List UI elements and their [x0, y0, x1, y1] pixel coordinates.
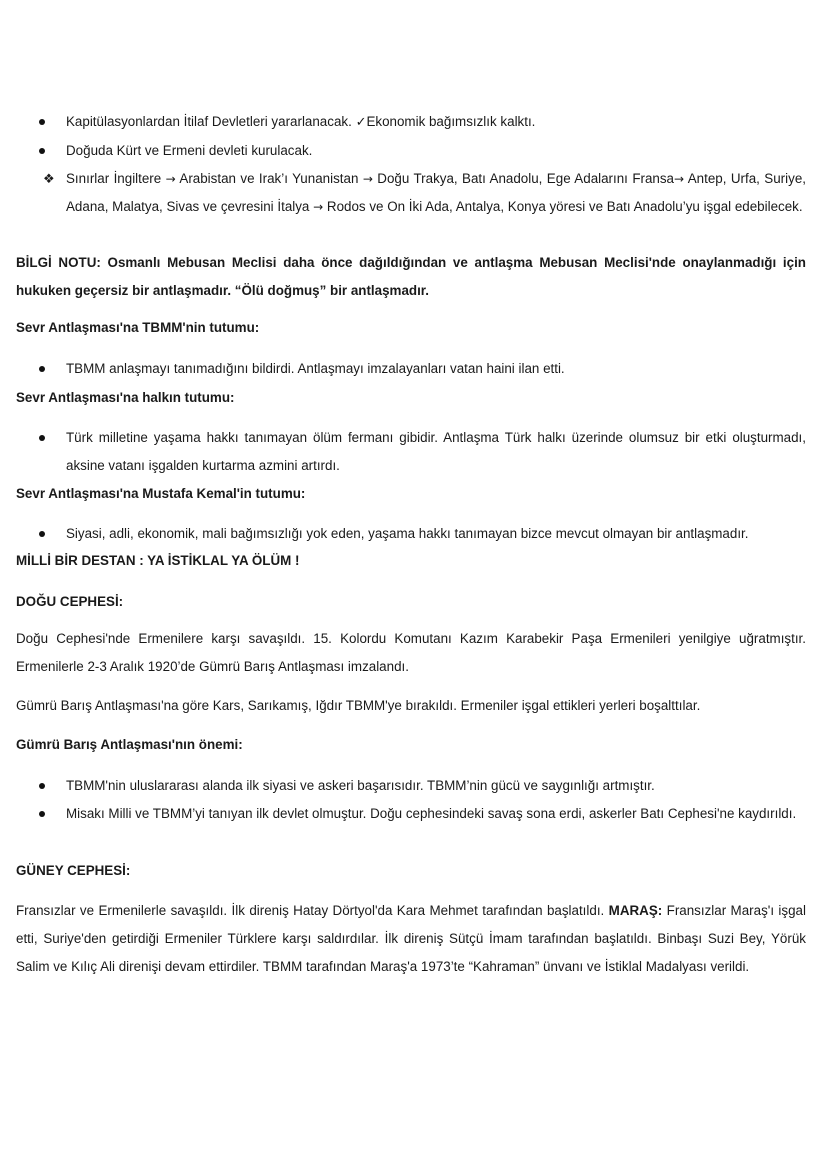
- arrow-icon: →: [674, 172, 685, 186]
- epic-title: MİLLİ BİR DESTAN : YA İSTİKLAL YA ÖLÜM !: [16, 553, 300, 568]
- bullet-icon: [39, 783, 45, 789]
- list-item: TBMM anlaşmayı tanımadığını bildirdi. Antlaşmayı imzalayanları vatan haini ilan etti.: [66, 355, 806, 383]
- bullet-icon: [39, 366, 45, 372]
- list-item: Doğuda Kürt ve Ermeni devleti kurulacak.: [66, 137, 806, 165]
- tbmm-stance-list: [66, 355, 806, 383]
- gumru-importance-heading: Gümrü Barış Antlaşması'nın önemi:: [16, 737, 243, 752]
- bullet-icon: [39, 435, 45, 441]
- borders-item: ❖ Sınırlar İngiltere → Arabistan ve Irak’ı Yunanistan → Doğu Trakya, Batı Anadolu, Ege Adalarını Fransa→ Antep, Urfa, Suriye, Adana, Malatya, Sivas ve çevresini İtalya → Rodos ve On İki Ada, Antalya, Konya yöresi ve Batı Anadolu’yu işgal edebilecek.: [66, 165, 806, 221]
- list-item: Kapitülasyonlardan İtilaf Devletleri yararlanacak. ✓Ekonomik bağımsızlık kalktı.: [66, 108, 806, 137]
- south-front-heading: GÜNEY CEPHESİ:: [16, 863, 131, 878]
- bullet-icon: [39, 811, 45, 817]
- east-front-heading: DOĞU CEPHESİ:: [16, 594, 124, 609]
- list-item: TBMM'nin uluslararası alanda ilk siyasi ve askeri başarısıdır. TBMM’nin gücü ve saygınlığı artmıştır.: [66, 772, 806, 800]
- tbmm-stance-heading: Sevr Antlaşması'na TBMM'nin tutumu:: [16, 320, 260, 335]
- bullet-icon: [39, 119, 45, 125]
- treaty-terms-list: [43, 108, 806, 221]
- list-item: Misakı Milli ve TBMM’yi tanıyan ilk devlet olmuştur. Doğu cephesindeki savaş sona erdi, askerler Batı Cephesi'ne kaydırıldı.: [66, 800, 806, 828]
- south-front-paragraph: Fransızlar ve Ermenilerle savaşıldı. İlk direniş Hatay Dörtyol'da Kara Mehmet tarafından başlatıldı. MARAŞ: Fransızlar Maraş'ı işgal etti, Suriye'den getirdiği Ermeniler Türklere karşı saldırdılar. İlk direniş Sütçü İmam tarafından başlatıldı. Binbaşı Suzi Bey, Yörük Salim ve Kılıç Ali direnişi devam ettirdiler. TBMM tarafından Maraş'a 1973’te “Kahraman” ünvanı ve İstiklal Madalyası verildi.: [16, 903, 806, 974]
- list-item: Türk milletine yaşama hakkı tanımayan ölüm fermanı gibidir. Antlaşma Türk halkı üzerinde olumsuz bir etki oluşturmadı, aksine vatanı işgalden kurtarma azmini artırdı.: [66, 424, 806, 480]
- list-item: Siyasi, adli, ekonomik, mali bağımsızlığı yok eden, yaşama hakkı tanımayan bizce mevcut olmayan bir antlaşmadır.: [66, 520, 806, 548]
- maras-label: MARAŞ:: [608, 903, 663, 918]
- arrow-icon: →: [313, 200, 324, 214]
- diamond-bullet-icon: ❖: [43, 171, 55, 186]
- bullet-icon: [39, 148, 45, 154]
- public-stance-heading: Sevr Antlaşması'na halkın tutumu:: [16, 390, 235, 405]
- check-icon: ✓: [355, 115, 367, 130]
- mk-stance-list: [66, 520, 806, 548]
- east-front-paragraph: Doğu Cephesi'nde Ermenilere karşı savaşıldı. 15. Kolordu Komutanı Kazım Karabekir Paşa Ermenileri yenilgiye uğratmıştır. Ermenilerle 2-3 Aralık 1920’de Gümrü Barış Antlaşması imzalandı.: [16, 631, 806, 674]
- arrow-icon: →: [362, 172, 373, 186]
- bullet-icon: [39, 531, 45, 537]
- gumru-importance-list: [66, 772, 806, 828]
- info-note: BİLGİ NOTU: Osmanlı Mebusan Meclisi daha önce dağıldığından ve antlaşma Mebusan Meclisi'nde onaylanmadığı için hukuken geçersiz bir antlaşmadır. “Ölü doğmuş” bir antlaşmadır.: [16, 255, 806, 298]
- arrow-icon: →: [165, 172, 176, 186]
- gumru-terms-paragraph: Gümrü Barış Antlaşması'na göre Kars, Sarıkamış, Iğdır TBMM'ye bırakıldı. Ermeniler işgal ettikleri yerleri boşalttılar.: [16, 698, 701, 713]
- public-stance-list: [66, 424, 806, 480]
- mk-stance-heading: Sevr Antlaşması'na Mustafa Kemal'in tutumu:: [16, 486, 306, 501]
